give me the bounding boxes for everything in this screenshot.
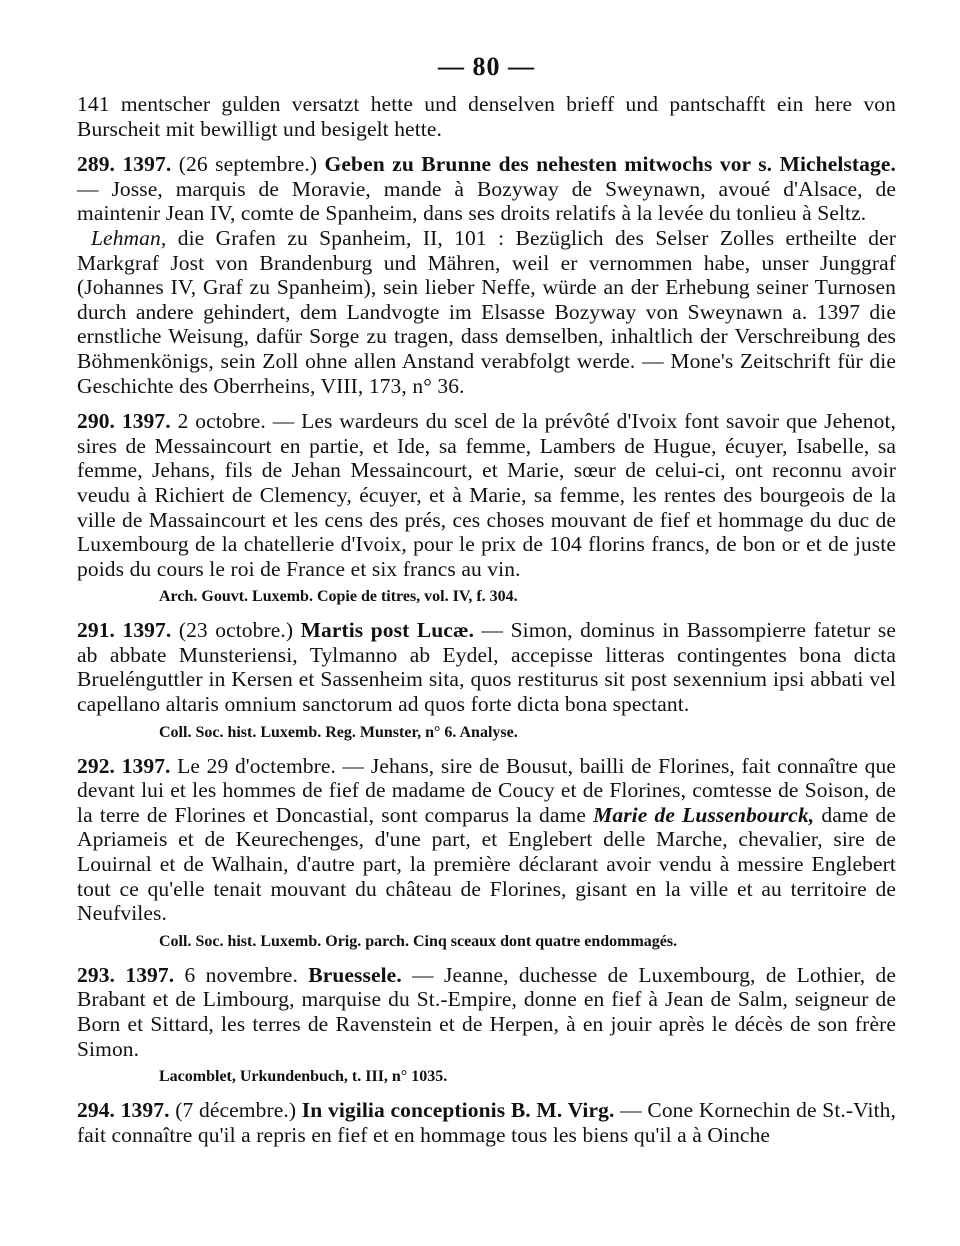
entry-number: 292. [77,753,116,778]
entry-number: 293. [77,962,116,987]
entry-title: In vigilia conceptionis B. M. Virg. [301,1098,615,1123]
entry-date: (7 décembre.) [175,1098,297,1123]
entry-293-paragraph [77,963,896,1061]
entry-290-paragraph [77,409,896,581]
entry-text: — Jehans, sire de Bousut, bailli de Florines, fait connaître que devant lui et les hommes de fief de madame de Coucy et de Florines, comtesse de Soison, de la terre de Florines et Doncastial, sont comparus la dame [77,753,897,827]
note-author: Lehman, [91,225,167,250]
entry-year: 1397. [125,962,175,987]
entry-289-note [77,226,896,398]
entry-date: 6 novembre. [184,962,298,987]
entry-text: — Josse, marquis de Moravie, mande à Bozyway de Sweynawn, avoué d'Alsace, de maintenir Jean IV, comte de Spanheim, dans ses droits relatifs à la levée du tonlieu à Seltz. [77,176,896,226]
entry-291 [77,618,896,742]
entry-text: — Jeanne, duchesse de Luxembourg, de Lothier, de Brabant et de Limbourg, marquise du St.-Empire, donne en fief à Jean de Salm, seigneur de Born et Sittard, les terres de Ravenstein et de Herpen, à en jouir après le décès de son frère Simon. [77,962,897,1061]
entry-number: 289. [77,152,116,177]
entry-number: 290. [77,409,116,434]
entry-294 [77,1098,896,1147]
entry-year: 1397. [122,152,172,177]
entry-date: (26 septembre.) [178,152,318,177]
entry-year: 1397. [122,618,172,643]
entry-293 [77,963,896,1087]
entry-year: 1397. [120,1098,170,1123]
entry-date: Le 29 d'octembre. [177,753,337,778]
entry-source: Coll. Soc. hist. Luxemb. Orig. parch. Cinq sceaux dont quatre endommagés. [159,932,678,950]
entry-date: (23 octobre.) [178,618,294,643]
entry-year: 1397. [121,753,171,778]
entry-289 [77,152,896,398]
entry-text-continued: dame de Apriameis et de Keurechenges, d'une part, et Englebert delle Marche, chevalier, sire de Louirnal et de Walhain, d'autre part, la première déclarant avoir vendu à messire Englebert tout ce qu'elle tenait mouvant du château de Florines, gisant en la ville et au territoire de Neufviles. [77,802,896,926]
entry-title: Bruessele. [308,962,402,987]
entry-title: Martis post Lucæ. [300,618,475,643]
entry-292 [77,754,896,952]
entry-text: — Simon, dominus in Bassompierre fatetur se ab abbate Munsteriensi, Tylmanno ab Eydel, accepisse litteras contingentes bona dicta Bruelénguttler in Kersen et Sassenheim sita, quos restiturus sit post sexennium ipsi abbati vel capellano altaris omnium sanctorum ad quos forte dicta bona spectant. [77,618,896,717]
entry-title: Geben zu Brunne des nehesten mitwochs vor s. Michelstage. [324,152,896,177]
entry-source: Arch. Gouvt. Luxemb. Copie de titres, vol. IV, f. 304. [159,588,518,606]
entry-year: 1397. [121,409,171,434]
entry-number: 291. [77,618,116,643]
entry-source: Lacomblet, Urkundenbuch, t. III, n° 1035. [159,1068,448,1086]
entry-italic-name: Marie de Lussenbourck, [593,802,815,827]
entry-292-paragraph [77,754,896,926]
entry-290 [77,409,896,607]
page-number: — 80 — [438,52,535,81]
entry-source: Coll. Soc. hist. Luxemb. Reg. Munster, n° 6. Analyse. [159,723,518,741]
entry-291-paragraph [77,618,896,716]
intro-text: 141 mentscher gulden versatzt hette und denselven brieff und pantschafft ein here von Burscheit mit bewilligt und besigelt hette. [77,92,896,141]
note-text: die Grafen zu Spanheim, II, 101 : Bezüglich des Selser Zolles ertheilte der Markgraf Jost von Brandenburg und Mähren, weil er vernommen habe, unser Junggraf (Johannes IV, Graf zu Spanheim), sein lieber Neffe, würde an der Erhebung seiner Turnosen durch andere gehindert, dem Landvogte im Elsasse Bozyway von Sweynawn a. 1397 die ernstliche Weisung, dafür Sorge zu tragen, dass demselben, inhaltlich der Verschreibung des Böhmenkönigs, sein Zoll ohne allen Anstand verabfolgt werde. — Mone's Zeitschrift für die Geschichte des Oberrheins, VIII, 173, n° 36. [77,225,896,398]
entry-number: 294. [77,1098,116,1123]
entry-text: — Les wardeurs du scel de la prévôté d'Ivoix font savoir que Jehenot, sires de Messaincourt en partie, et Ide, sa femme, Lambers de Hugue, écuyer, Isabelle, sa femme, Jehans, fils de Jehan Messaincourt, et Marie, sœur de celui-ci, ont reconnu avoir veudu à Richiert de Clemency, écuyer, et à Marie, sa femme, les rentes des bourgeois de la ville de Massaincourt et les cens des prés, ces choses mouvant de fief et hommage du duc de Luxembourg de la chatellerie d'Ivoix, pour le prix de 104 florins francs, de bon or et de juste poids du cours le roi de France et six francs au vin. [77,409,897,581]
entry-date: 2 octobre. [177,409,266,434]
intro-paragraph [77,92,896,141]
entry-text: — Cone Kornechin de St.-Vith, fait connaître qu'il a repris en fief et en hommage tous les biens qu'il a à Oinche [77,1098,896,1147]
entry-289-paragraph [77,152,896,226]
entry-294-paragraph [77,1098,896,1147]
